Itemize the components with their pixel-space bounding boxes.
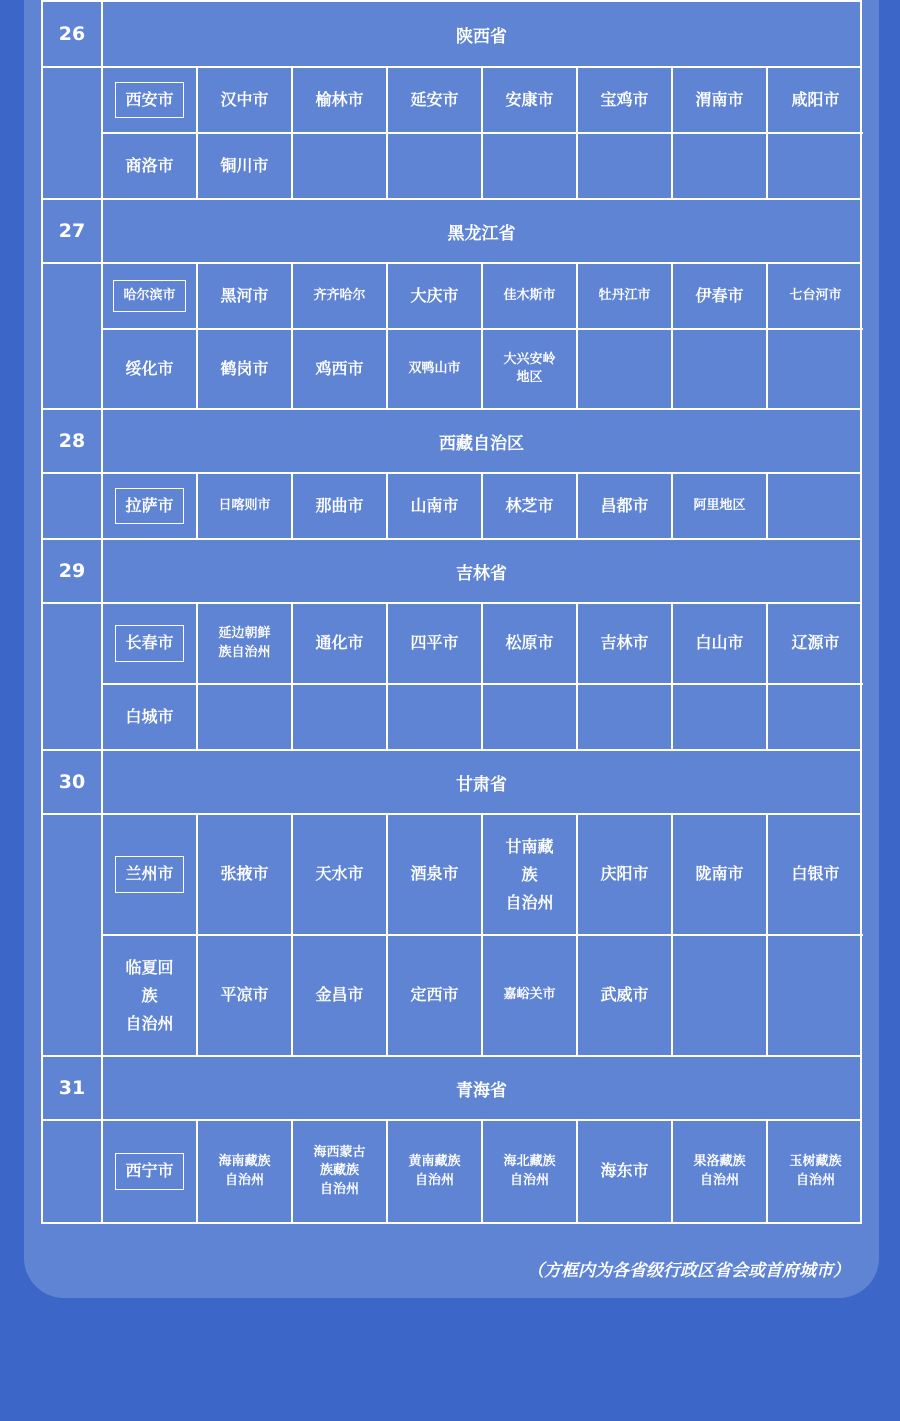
- province-number: 28: [43, 410, 103, 472]
- empty-cell: [673, 685, 768, 749]
- province-header-row: [41, 540, 862, 604]
- province-number: 30: [43, 751, 103, 813]
- capital-city-box: 哈尔滨市: [113, 280, 185, 312]
- city-cell: [103, 604, 198, 683]
- province-header-row: [41, 751, 862, 815]
- city-rows: [41, 1121, 862, 1224]
- city-cell: 大庆市: [388, 264, 483, 328]
- city-cell: 定西市: [388, 936, 483, 1055]
- province-number: 26: [43, 2, 103, 66]
- empty-cell: [388, 685, 483, 749]
- city-cell: 玉树藏族 自治州: [789, 1154, 842, 1188]
- capital-city-box: 西安市: [115, 82, 183, 118]
- city-cell: 黄南藏族 自治州: [388, 1121, 483, 1222]
- city-cell: 绥化市: [103, 330, 198, 408]
- province-header-row: [41, 410, 862, 474]
- empty-cell: [673, 936, 768, 1055]
- city-cell: 酒泉市: [388, 815, 483, 934]
- city-cell: 佳木斯市: [483, 264, 578, 328]
- city-cell: 牡丹江市: [578, 264, 673, 328]
- city-cell: 铜川市: [198, 134, 293, 198]
- province-header-row: [41, 200, 862, 264]
- city-cell: 陇南市: [673, 815, 768, 934]
- province-name: 青海省: [456, 1080, 507, 1101]
- city-cell: 海西蒙古 族藏族 自治州: [293, 1121, 388, 1222]
- city-cell: 昌都市: [578, 474, 673, 538]
- city-cell: 武威市: [578, 936, 673, 1055]
- city-rows: [41, 474, 862, 540]
- city-cell: 平凉市: [198, 936, 293, 1055]
- city-cell: 延安市: [388, 68, 483, 132]
- city-cell: 嘉峪关市: [483, 936, 578, 1055]
- city-cell: 阿里地区: [673, 474, 768, 538]
- empty-cell: [293, 134, 388, 198]
- city-cell: 渭南市: [673, 68, 768, 132]
- province-number: 29: [43, 540, 103, 602]
- empty-cell: [198, 685, 293, 749]
- city-cell: [103, 815, 198, 934]
- city-cell: 海东市: [578, 1121, 673, 1222]
- city-cell: 汉中市: [198, 68, 293, 132]
- footnote: （方框内为各省级行政区省会或首府城市）: [527, 1261, 850, 1281]
- city-cell: 鸡西市: [293, 330, 388, 408]
- city-cell: 那曲市: [293, 474, 388, 538]
- empty-cell: [483, 685, 578, 749]
- city-cell: 果洛藏族 自治州: [673, 1121, 768, 1222]
- empty-cell: [483, 134, 578, 198]
- province-name: 陕西省: [456, 26, 507, 47]
- city-cell: 甘南藏 族 自治州: [483, 815, 578, 934]
- capital-city-box: 西宁市: [115, 1153, 183, 1189]
- province-name: 甘肃省: [456, 774, 507, 795]
- city-rows: [41, 264, 862, 410]
- city-cell: 天水市: [293, 815, 388, 934]
- empty-cell: [578, 330, 673, 408]
- city-cell: 白城市: [103, 685, 198, 749]
- province-name: 黑龙江省: [447, 223, 516, 244]
- city-cell: 金昌市: [293, 936, 388, 1055]
- city-cell: 白银市: [791, 864, 840, 884]
- empty-cell: [578, 685, 673, 749]
- empty-cell: [578, 134, 673, 198]
- city-cell: 四平市: [388, 604, 483, 683]
- province-name: 吉林省: [456, 563, 507, 584]
- city-cell: 延边朝鲜 族自治州: [198, 604, 293, 683]
- city-cell: 吉林市: [578, 604, 673, 683]
- city-cell: 白山市: [673, 604, 768, 683]
- empty-cell: [768, 134, 863, 198]
- city-cell: 榆林市: [293, 68, 388, 132]
- city-cell: 辽源市: [791, 633, 840, 653]
- city-cell: 临夏回 族 自治州: [103, 936, 198, 1055]
- city-cell: 日喀则市: [198, 474, 293, 538]
- city-rows: [41, 68, 862, 200]
- empty-cell: [388, 134, 483, 198]
- capital-city-box: 拉萨市: [115, 488, 183, 524]
- city-cell: [103, 474, 198, 538]
- city-cell: [103, 1121, 198, 1222]
- empty-cell: [293, 685, 388, 749]
- city-cell: 张掖市: [198, 815, 293, 934]
- city-cell: 海南藏族 自治州: [198, 1121, 293, 1222]
- empty-cell: [673, 134, 768, 198]
- city-cell: 宝鸡市: [578, 68, 673, 132]
- province-header-row: [41, 1057, 862, 1121]
- city-cell: 安康市: [483, 68, 578, 132]
- province-name: 西藏自治区: [439, 433, 524, 454]
- city-cell: [103, 68, 198, 132]
- city-cell: [103, 264, 198, 328]
- city-rows: [41, 815, 862, 1057]
- capital-city-box: 兰州市: [115, 856, 183, 892]
- empty-cell: [768, 474, 863, 538]
- city-cell: 山南市: [388, 474, 483, 538]
- city-cell: 伊春市: [673, 264, 768, 328]
- city-cell: 大兴安岭 地区: [483, 330, 578, 408]
- province-header-row: [41, 2, 862, 68]
- capital-city-box: 长春市: [115, 625, 183, 661]
- city-cell: 庆阳市: [578, 815, 673, 934]
- city-cell: 咸阳市: [791, 89, 840, 109]
- city-cell: 海北藏族 自治州: [483, 1121, 578, 1222]
- city-cell: 林芝市: [483, 474, 578, 538]
- city-rows: [41, 604, 862, 751]
- empty-cell: [768, 685, 863, 749]
- city-cell: 商洛市: [103, 134, 198, 198]
- province-number: 27: [43, 200, 103, 262]
- city-table: [41, 0, 862, 1224]
- city-cell: 双鸭山市: [388, 330, 483, 408]
- city-cell: 鹤岗市: [198, 330, 293, 408]
- province-number: 31: [43, 1057, 103, 1119]
- city-cell: 通化市: [293, 604, 388, 683]
- empty-cell: [768, 330, 863, 408]
- city-cell: 松原市: [483, 604, 578, 683]
- empty-cell: [768, 936, 863, 1055]
- city-cell: 齐齐哈尔: [293, 264, 388, 328]
- city-cell: 黑河市: [198, 264, 293, 328]
- empty-cell: [673, 330, 768, 408]
- city-cell: 七台河市: [789, 287, 842, 303]
